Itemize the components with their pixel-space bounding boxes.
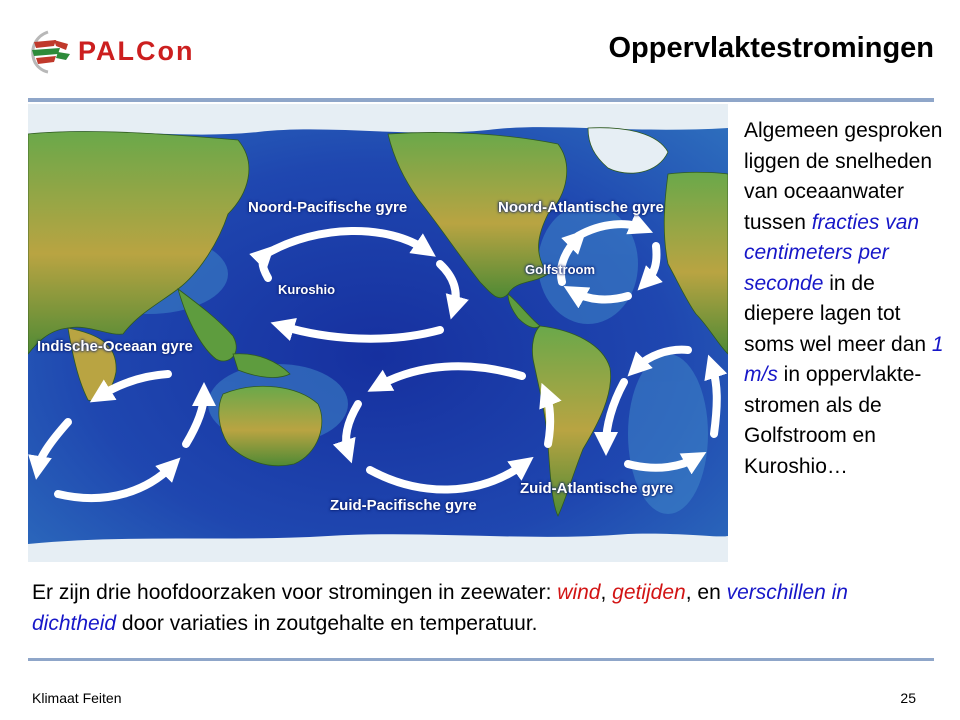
label-noord-pacifische-gyre: Noord-Pacifische gyre xyxy=(248,199,408,216)
page-number: 25 xyxy=(900,690,916,706)
label-indische-oceaan-gyre: Indische-Oceaan gyre xyxy=(37,338,193,355)
header-divider xyxy=(28,98,934,102)
bottom-text-dichtheid: verschillen in dichtheid xyxy=(32,581,848,635)
arrow-sp-right xyxy=(546,394,550,444)
bottom-text-wind: wind xyxy=(557,581,601,604)
side-text-part1: Algemeen gesproken liggen de snelheden van oceaanwater tussen xyxy=(744,119,943,234)
bottom-text-getijden: getijden xyxy=(612,581,686,604)
bottom-text-sep2: , en xyxy=(685,581,727,604)
side-text-highlight-speed-low: fracties van centimeters per seconde xyxy=(744,210,920,295)
page-title: Oppervlaktestromingen xyxy=(608,32,934,64)
bottom-text-part1: Er zijn drie hoofdoorzaken voor stromingen in zeewater: xyxy=(32,581,558,604)
label-kuroshio: Kuroshio xyxy=(278,282,336,297)
label-noord-atlantische-gyre: Noord-Atlantische gyre xyxy=(498,199,664,216)
side-paragraph xyxy=(744,116,944,482)
bottom-paragraph xyxy=(32,578,932,639)
bottom-text-sep1: , xyxy=(600,581,613,604)
side-text-part3: in oppervlakte-stromen als de Golfstroom en Kuroshio… xyxy=(744,363,922,478)
logo-text: PALCon xyxy=(78,36,195,66)
label-zuid-atlantische-gyre: Zuid-Atlantische gyre xyxy=(520,480,674,497)
label-golfstroom: Golfstroom xyxy=(525,262,596,277)
footer-title: Klimaat Feiten xyxy=(32,690,122,706)
side-text-highlight-speed-high: 1 m/s xyxy=(744,332,944,386)
label-zuid-pacifische-gyre: Zuid-Pacifische gyre xyxy=(330,497,477,514)
bottom-text-part2: door variaties in zoutgehalte en temperatuur. xyxy=(116,611,538,635)
side-text-part2: in de diepere lagen tot soms wel meer dan xyxy=(744,271,932,356)
footer-divider xyxy=(28,658,934,661)
